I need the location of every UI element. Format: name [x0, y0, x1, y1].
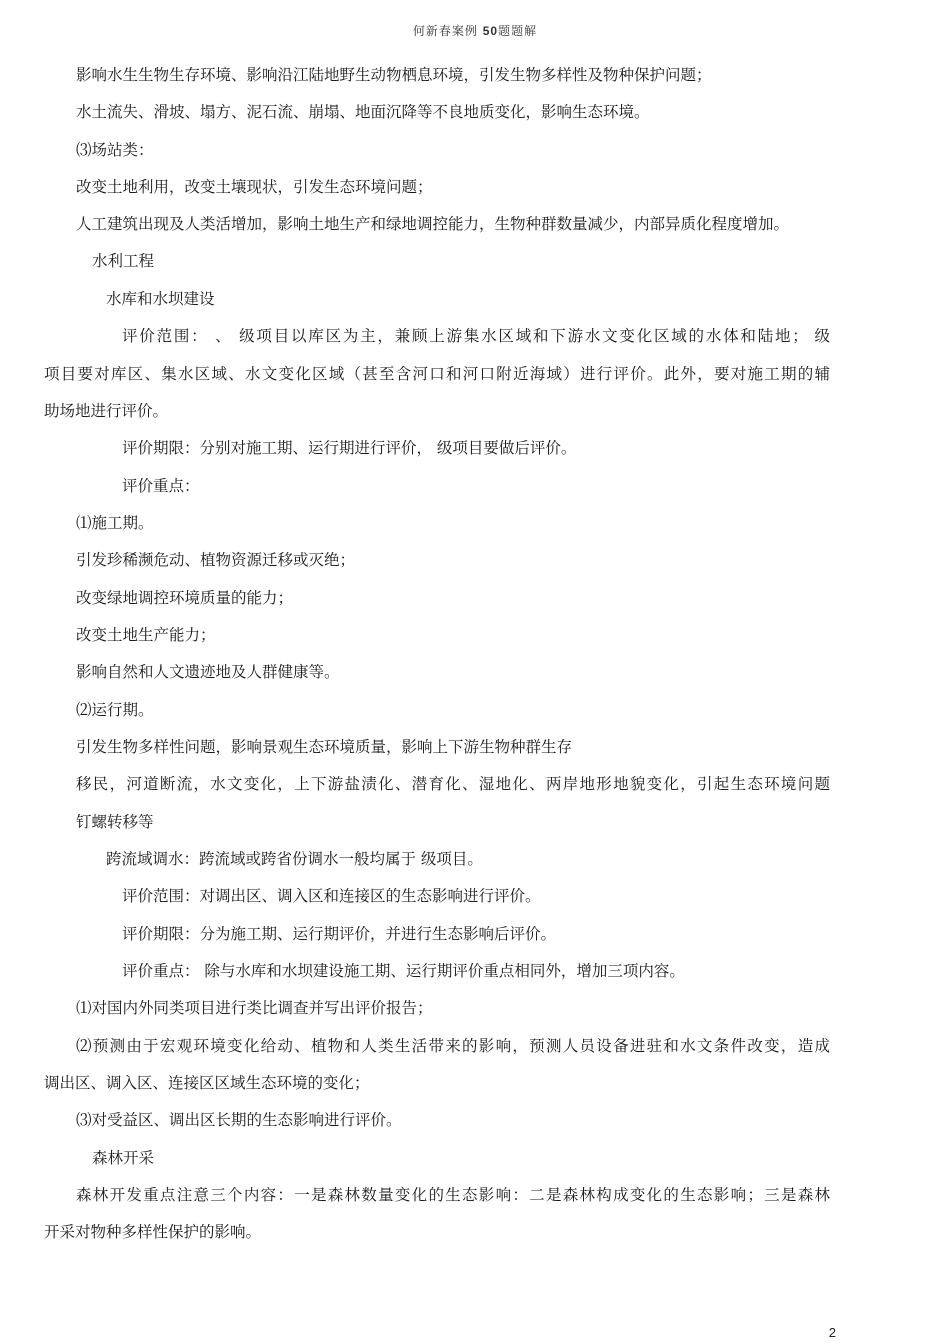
text-line: 改变土地利用，改变土壤现状，引发生态环境问题；: [76, 178, 433, 196]
text-line: 评价重点： 除与水库和水坝建设施工期、运行期评价重点相同外，增加三项内容。: [122, 962, 685, 980]
text-line: ⑵预测由于宏观环境变化给动、植物和人类生活带来的影响，预测人员设备进驻和水文条件改变，造成: [76, 1037, 830, 1055]
text-line: 评价范围： 、 级项目以库区为主，兼顾上游集水区域和下游水文变化区域的水体和陆地； 级: [122, 327, 830, 345]
text-line: ⑴施工期。: [76, 514, 154, 532]
text-line: 跨流域调水：跨流域或跨省份调水一般均属于 级项目。: [106, 850, 483, 868]
text-line: 钉螺转移等: [76, 813, 154, 831]
page-number: 2: [828, 1325, 836, 1340]
text-line: 改变绿地调控环境质量的能力；: [76, 589, 294, 607]
text-line: 项目要对库区、集水区域、水文变化区域（甚至含河口和河口附近海域）进行评价。此外，要对施工期的辅: [44, 365, 830, 383]
header-title-suffix: 题题解: [498, 24, 538, 38]
text-line: ⑴对国内外同类项目进行类比调查并写出评价报告；: [76, 999, 433, 1017]
text-line: 助场地进行评价。: [44, 402, 169, 420]
header-title-prefix: 何新春案例: [412, 24, 478, 38]
text-line: 评价期限：分为施工期、运行期评价，并进行生态影响后评价。: [122, 925, 557, 943]
page-header: [0, 22, 950, 39]
section-heading: 水利工程: [92, 252, 155, 270]
text-line: 改变土地生产能力；: [76, 626, 216, 644]
text-line: 引发生物多样性问题，影响景观生态环境质量，影响上下游生物种群生存: [76, 738, 573, 756]
text-line: 评价重点：: [122, 477, 200, 495]
text-line: 移民，河道断流，水文变化，上下游盐渍化、潜育化、湿地化、两岸地形地貌变化，引起生态环境问题: [76, 775, 830, 793]
section-heading: 森林开采: [92, 1149, 155, 1167]
text-line: 评价范围：对调出区、调入区和连接区的生态影响进行评价。: [122, 887, 541, 905]
text-line: ⑶场站类：: [76, 141, 154, 159]
text-line: 调出区、调入区、连接区区域生态环境的变化；: [44, 1074, 370, 1092]
text-line: 森林开发重点注意三个内容：一是森林数量变化的生态影响：二是森林构成变化的生态影响；三是森林: [76, 1186, 830, 1204]
text-line: 引发珍稀濒危动、植物资源迁移或灭绝；: [76, 551, 356, 569]
text-line: 人工建筑出现及人类活增加，影响土地生产和绿地调控能力，生物种群数量减少，内部异质化程度增加。: [76, 215, 790, 233]
text-line: ⑵运行期。: [76, 701, 154, 719]
text-line: 开采对物种多样性保护的影响。: [44, 1223, 262, 1241]
text-line: 影响自然和人文遗迹地及人群健康等。: [76, 663, 340, 681]
subsection-heading: 水库和水坝建设: [106, 290, 215, 308]
text-line: ⑶对受益区、调出区长期的生态影响进行评价。: [76, 1111, 402, 1129]
header-number: 50: [482, 24, 499, 38]
text-line: 影响水生生物生存环境、影响沿江陆地野生动物栖息环境，引发生物多样性及物种保护问题；: [76, 66, 712, 84]
text-line: 评价期限：分别对施工期、运行期进行评价， 级项目要做后评价。: [122, 439, 577, 457]
text-line: 水土流失、滑坡、塌方、泥石流、崩塌、地面沉降等不良地质变化，影响生态环境。: [76, 103, 650, 121]
